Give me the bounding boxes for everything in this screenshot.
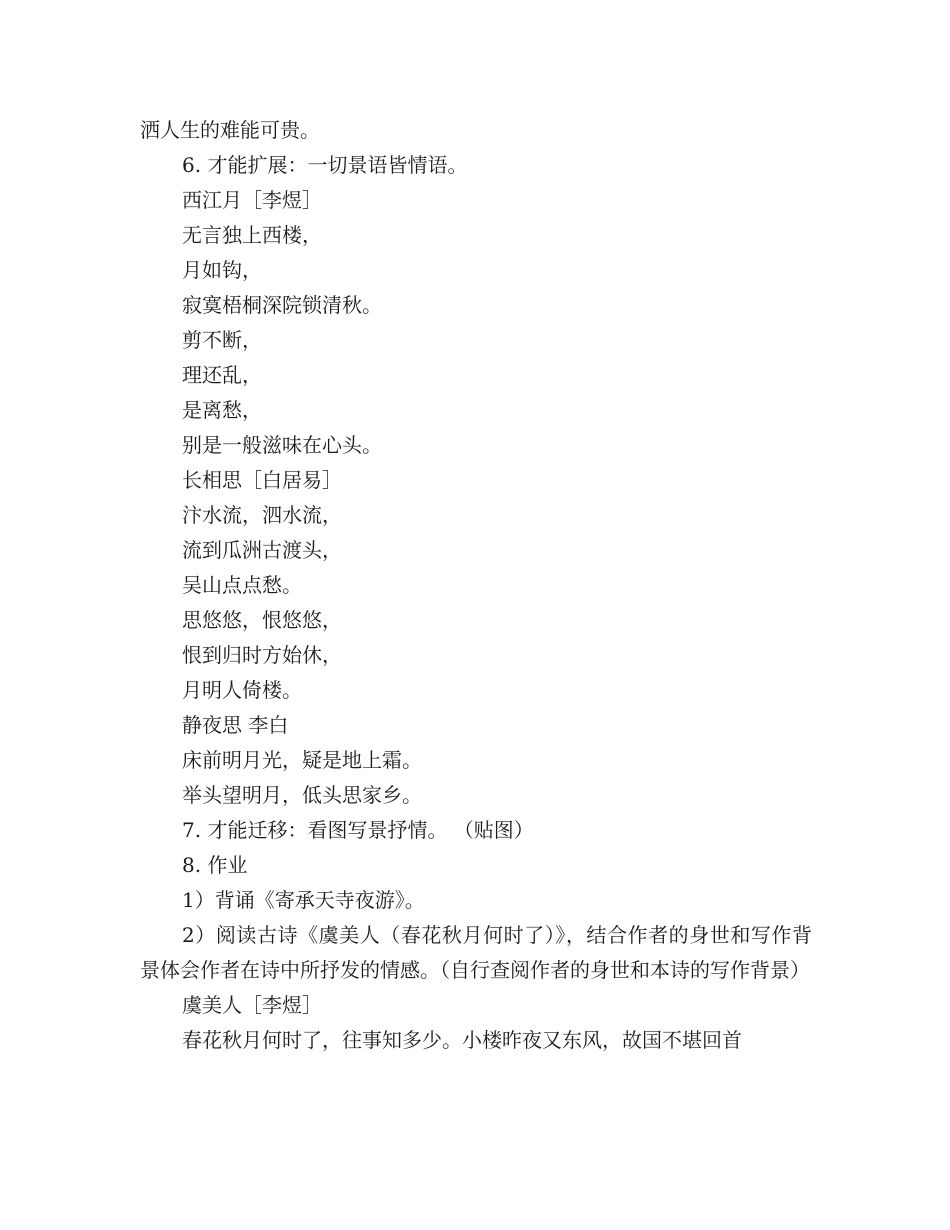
text-line: 理还乱，	[182, 363, 262, 387]
text-line: 月如钩，	[182, 258, 262, 282]
text-line: 春花秋月何时了，往事知多少。小楼昨夜又东风，故国不堪回首	[182, 1028, 742, 1052]
text-line: 汴水流，泗水流，	[182, 503, 342, 527]
text-line: 别是一般滋味在心头。	[182, 433, 382, 457]
text-line: 静夜思 李白	[182, 713, 289, 737]
text-line: 月明人倚楼。	[182, 678, 302, 702]
text-line: 虞美人［李煜］	[182, 993, 322, 1017]
text-line: 寂寞梧桐深院锁清秋。	[182, 293, 382, 317]
text-line: 6. 才能扩展：一切景语皆情语。	[182, 153, 468, 177]
text-line: 吴山点点愁。	[182, 573, 302, 597]
text-line: 7. 才能迁移：看图写景抒情。 （贴图）	[182, 818, 534, 842]
document-body	[140, 113, 812, 1058]
text-line: 1）背诵《寄承天寺夜游》。	[182, 888, 425, 912]
text-line: 思悠悠，恨悠悠，	[182, 608, 342, 632]
text-line: 举头望明月，低头思家乡。	[182, 783, 422, 807]
text-line: 洒人生的难能可贵。	[140, 118, 320, 142]
text-line: 长相思［白居易］	[182, 468, 342, 492]
text-line: 恨到归时方始休，	[182, 643, 342, 667]
text-line: 无言独上西楼，	[182, 223, 322, 247]
text-line: 流到瓜洲古渡头，	[182, 538, 342, 562]
text-line: 2）阅读古诗《虞美人（春花秋月何时了）》，结合作者的身世和写作背景体会作者在诗中所抒发的情感。（自行查阅作者的身世和本诗的写作背景）	[140, 923, 812, 982]
text-line: 是离愁，	[182, 398, 262, 422]
text-line: 8. 作业	[182, 853, 248, 877]
text-line: 床前明月光，疑是地上霜。	[182, 748, 422, 772]
text-line: 剪不断，	[182, 328, 262, 352]
text-line: 西江月［李煜］	[182, 188, 322, 212]
